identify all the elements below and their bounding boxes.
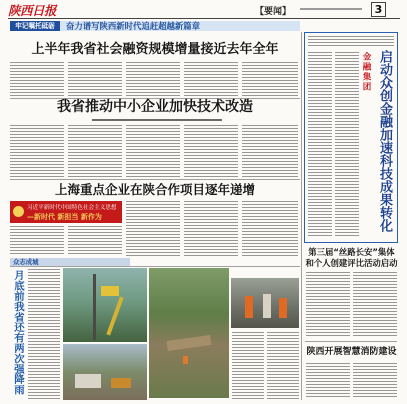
body-text-column — [335, 52, 359, 238]
body-text-column — [306, 363, 350, 399]
brief-headline-1: 第三届“丝路长安”集体和个人创建评比活动启动 — [305, 247, 398, 268]
bucket-truck — [101, 286, 119, 296]
body-text-column — [242, 62, 298, 96]
section-header-bar — [10, 258, 130, 266]
truck-boom — [106, 297, 123, 336]
worker-figure — [279, 298, 287, 318]
sidebar-feature-headline: 启动众创金融加速科技成果转化 — [377, 50, 392, 232]
body-text-column — [242, 125, 298, 177]
photo-road-rescue — [63, 344, 147, 400]
body-text-column — [242, 201, 298, 257]
theme-banner — [10, 201, 122, 223]
second-subheadline — [92, 119, 222, 121]
sidebar-feature-tag: 金融集团 — [361, 52, 371, 92]
flood-headline: 月底前我省还有两次强降雨 — [12, 270, 24, 395]
page-number: 3 — [371, 2, 386, 17]
worker-figure — [245, 296, 253, 318]
masthead-logo: 陕西日报 — [8, 3, 57, 18]
section-header-label: 众志成城 — [13, 258, 39, 266]
article-divider — [10, 179, 300, 180]
article-divider — [305, 341, 397, 342]
header-rule — [8, 18, 400, 19]
body-text-column — [353, 363, 397, 399]
utility-pole — [93, 274, 96, 340]
body-text-column — [232, 332, 264, 399]
theme-banner-motto: —新时代 新担当 新作为 — [27, 213, 102, 221]
body-text-column — [306, 272, 350, 338]
photo-landslide — [149, 268, 229, 398]
worker-figure — [183, 356, 188, 364]
body-text-column — [353, 272, 397, 338]
photo-workers — [231, 278, 299, 328]
theme-banner-title: 习近平新时代中国特色社会主义思想 — [27, 205, 117, 211]
column-divider — [301, 32, 302, 400]
body-text-column — [10, 125, 64, 177]
body-text-column — [308, 52, 332, 238]
section-divider — [10, 266, 300, 267]
emblem-icon — [13, 206, 24, 217]
body-text-column — [68, 62, 122, 96]
third-headline: 上海重点企业在陕合作项目逐年递增 — [54, 182, 255, 197]
slogan-banner — [10, 21, 300, 31]
worker-figure — [263, 294, 271, 318]
body-text-column — [126, 62, 180, 96]
slogan-banner-label: 牢记嘱托砥砺 — [10, 21, 60, 31]
truck — [75, 374, 101, 388]
brief-headline-2: 陕西开展智慧消防建设 — [306, 347, 397, 357]
photo-power-repair — [63, 268, 147, 342]
body-text-column — [126, 125, 180, 177]
section-label: 【要闻】 — [255, 7, 292, 17]
body-text-column — [184, 62, 238, 96]
body-text-column — [126, 201, 180, 257]
lead-headline: 上半年我省社会融资规模增量接近去年全年 — [31, 42, 279, 57]
body-text-column — [184, 125, 238, 177]
body-text-column — [308, 36, 394, 48]
body-text-column — [184, 201, 238, 257]
body-text-column — [28, 269, 60, 399]
body-text-column — [68, 226, 122, 256]
dateline — [300, 8, 362, 10]
body-text-column — [267, 332, 299, 399]
slogan-banner-text: 奋力谱写陕西新时代追赶超越新篇章 — [66, 21, 200, 31]
body-text-column — [68, 125, 122, 177]
body-text-column — [10, 62, 64, 96]
machinery — [111, 378, 131, 388]
second-headline: 我省推动中小企业加快技术改造 — [57, 99, 253, 115]
body-text-column — [10, 226, 64, 256]
debris — [167, 335, 212, 351]
